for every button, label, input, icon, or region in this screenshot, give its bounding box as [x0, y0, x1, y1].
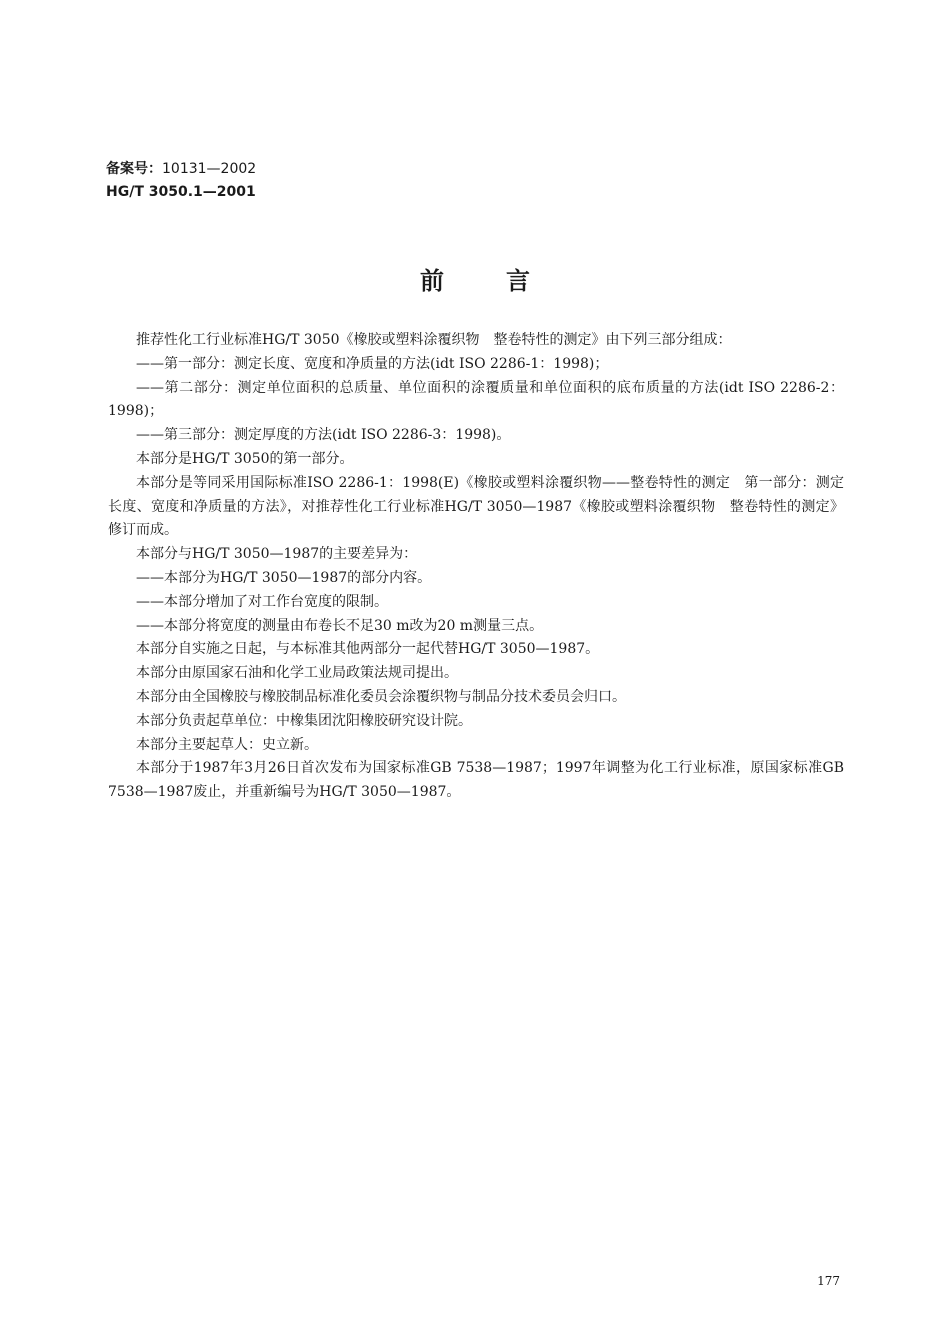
paragraph: 本部分是等同采用国际标准ISO 2286-1：1998(E)《橡胶或塑料涂覆织物——整卷特性的测定 第一部分：测定长度、宽度和净质量的方法》，对推荐性化工行业标准HG/T 3050—1987《橡胶或塑料涂覆织物 整卷特性的测定》修订而成。	[108, 474, 844, 539]
paragraph: ——本部分将宽度的测量由布卷长不足30 m改为20 m测量三点。	[136, 617, 544, 634]
paragraph: 本部分是HG/T 3050的第一部分。	[136, 450, 354, 467]
paragraph: ——本部分增加了对工作台宽度的限制。	[136, 593, 388, 610]
paragraph: ——第一部分：测定长度、宽度和净质量的方法(idt ISO 2286-1：1998)；	[136, 355, 609, 372]
paragraph: 本部分主要起草人：史立新。	[136, 736, 318, 753]
paragraph: 本部分与HG/T 3050—1987的主要差异为：	[136, 546, 418, 563]
document-body	[108, 329, 844, 805]
page-number: 177	[817, 1274, 840, 1288]
filing-number-label: 备案号：	[106, 161, 162, 177]
filing-number-line	[106, 160, 256, 178]
paragraph: ——本部分为HG/T 3050—1987的部分内容。	[136, 569, 432, 586]
paragraph: 本部分负责起草单位：中橡集团沈阳橡胶研究设计院。	[136, 712, 472, 729]
paragraph: 本部分由全国橡胶与橡胶制品标准化委员会涂覆织物与制品分技术委员会归口。	[136, 688, 626, 705]
paragraph: 本部分由原国家石油和化学工业局政策法规司提出。	[136, 665, 458, 682]
paragraph: ——第二部分：测定单位面积的总质量、单位面积的涂覆质量和单位面积的底布质量的方法(idt ISO 2286-2：1998)；	[108, 379, 844, 420]
page-title: 前言	[420, 267, 592, 295]
paragraph: 本部分于1987年3月26日首次发布为国家标准GB 7538—1987；1997年调整为化工行业标准，原国家标准GB 7538—1987废止，并重新编号为HG/T 3050—1987。	[108, 760, 844, 801]
paragraph: 本部分自实施之日起，与本标准其他两部分一起代替HG/T 3050—1987。	[136, 641, 600, 658]
standard-code: HG/T 3050.1—2001	[106, 184, 256, 200]
filing-number-value: 10131—2002	[162, 161, 257, 177]
paragraph: ——第三部分：测定厚度的方法(idt ISO 2286-3：1998)。	[136, 427, 511, 444]
paragraph: 推荐性化工行业标准HG/T 3050《橡胶或塑料涂覆织物 整卷特性的测定》由下列三部分组成：	[136, 332, 732, 348]
